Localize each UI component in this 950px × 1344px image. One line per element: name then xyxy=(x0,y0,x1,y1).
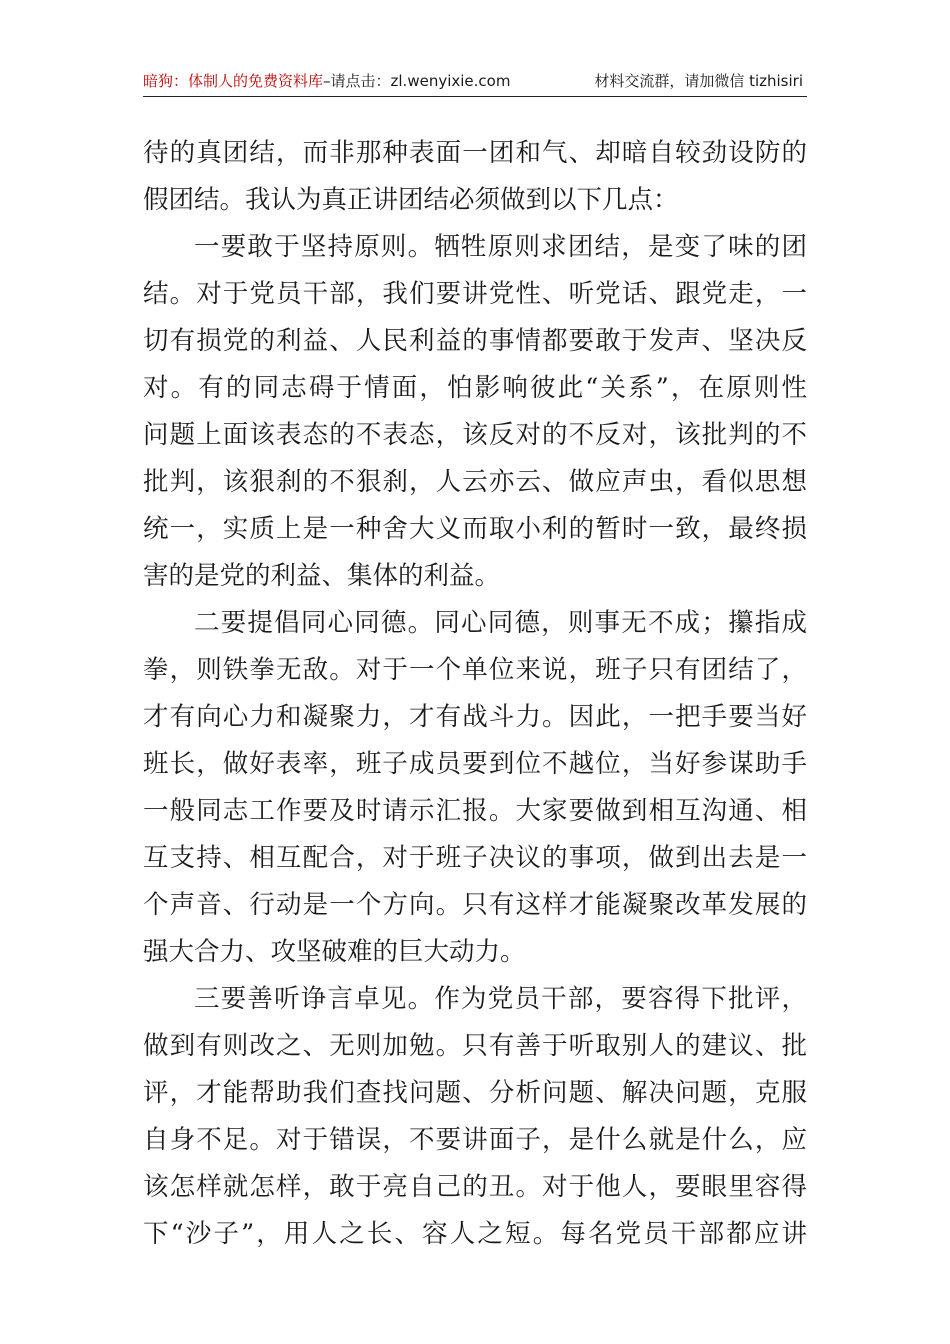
text-line: 批判，该狠刹的不狠刹，人云亦云、做应声虫，看似思想 xyxy=(143,467,807,497)
header-link[interactable]: –请点击：zl.wenyixie.com xyxy=(323,72,511,90)
text-line: 互支持、相互配合，对于班子决议的事项，做到出去是一 xyxy=(143,843,807,873)
header-brand: 暗狗：体制人的免费资料库 xyxy=(143,72,324,90)
text-line: 做到有则改之、无则加勉。只有善于听取别人的建议、批 xyxy=(143,1031,807,1061)
text-line: 下“沙子”，用人之长、容人之短。每名党员干部都应讲 xyxy=(143,1219,807,1249)
document-body xyxy=(143,130,807,1258)
paragraph-2-start: 二要提倡同心同德。同心同德，则事无不成；攥指成 xyxy=(194,608,807,638)
text-line: 该怎样就怎样，敢于亮自己的丑。对于他人，要眼里容得 xyxy=(143,1172,807,1202)
text-line: 问题上面该表态的不表态，该反对的不反对，该批判的不 xyxy=(143,420,807,450)
paragraph-1-start: 一要敢于坚持原则。牺牲原则求团结，是变了味的团 xyxy=(194,232,807,262)
text-line: 切有损党的利益、人民利益的事情都要敢于发声、坚决反 xyxy=(143,326,807,356)
text-line: 拳，则铁拳无敌。对于一个单位来说，班子只有团结了， xyxy=(143,655,807,685)
text-line: 一般同志工作要及时请示汇报。大家要做到相互沟通、相 xyxy=(143,796,807,826)
text-line: 个声音、行动是一个方向。只有这样才能凝聚改革发展的 xyxy=(143,890,807,920)
header-wechat-note: 材料交流群，请加微信 tizhisiri xyxy=(594,72,803,90)
page-header xyxy=(143,70,807,97)
text-line: 强大合力、攻坚破难的巨大动力。 xyxy=(143,937,526,967)
text-line: 结。对于党员干部，我们要讲党性、听党话、跟党走，一 xyxy=(143,279,807,309)
text-line: 才有向心力和凝聚力，才有战斗力。因此，一把手要当好 xyxy=(143,702,807,732)
text-line: 统一，实质上是一种舍大义而取小利的暂时一致，最终损 xyxy=(143,514,807,544)
text-line: 对。有的同志碍于情面，怕影响彼此“关系”，在原则性 xyxy=(143,373,807,403)
text-line: 评，才能帮助我们查找问题、分析问题、解决问题，克服 xyxy=(143,1078,807,1108)
text-line: 待的真团结，而非那种表面一团和气、却暗自较劲设防的 xyxy=(143,138,807,168)
text-line: 自身不足。对于错误，不要讲面子，是什么就是什么，应 xyxy=(143,1125,807,1155)
text-line: 害的是党的利益、集体的利益。 xyxy=(143,561,501,591)
text-line: 班长，做好表率，班子成员要到位不越位，当好参谋助手 xyxy=(143,749,807,779)
paragraph-3-start: 三要善听诤言卓见。作为党员干部，要容得下批评， xyxy=(194,984,807,1014)
text-line: 假团结。我认为真正讲团结必须做到以下几点： xyxy=(143,185,679,215)
